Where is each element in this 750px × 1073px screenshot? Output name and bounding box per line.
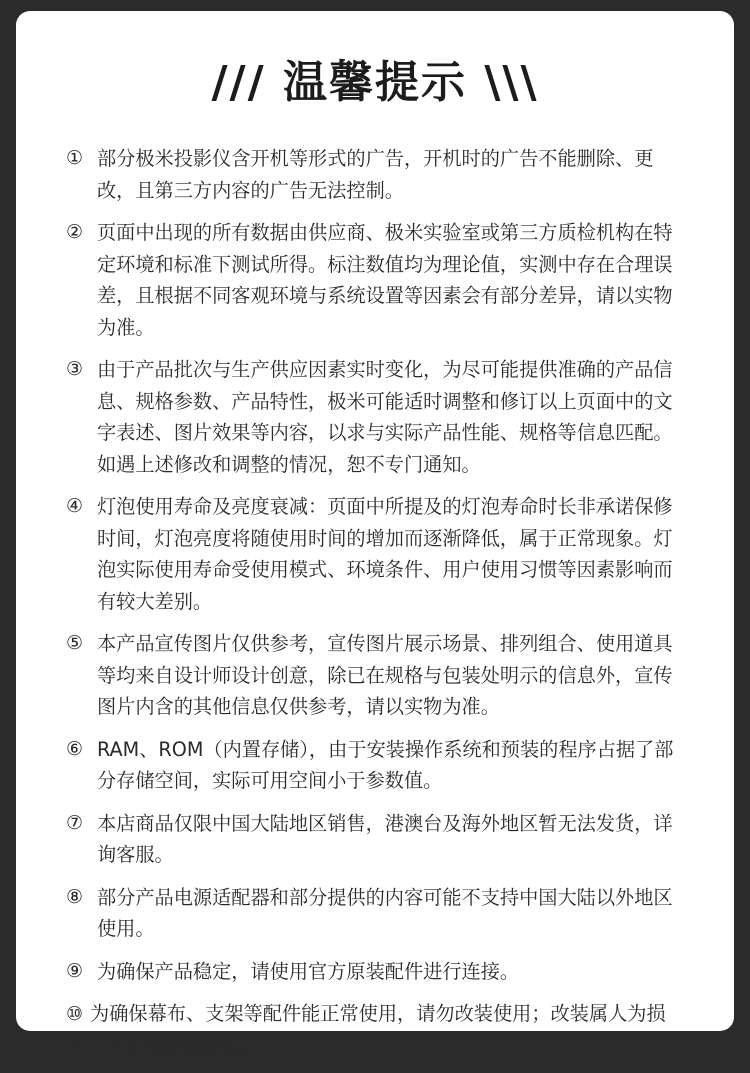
notice-number: ⑦	[66, 811, 84, 834]
notice-text: 部分产品电源适配器和部分提供的内容可能不支持中国大陆以外地区使用。	[97, 885, 673, 940]
notice-text: 本店商品仅限中国大陆地区销售，港澳台及海外地区暂无法发货，详询客服。	[97, 811, 673, 866]
notice-item	[66, 956, 676, 988]
notice-item	[66, 998, 676, 1062]
notice-text: 为确保幕布、支架等配件能正常使用，请勿改装使用；改装属人为损坏，不支持质保政策。	[66, 1002, 666, 1058]
notice-item	[66, 734, 676, 797]
notice-number: ⑩	[66, 1003, 84, 1025]
notice-number: ④	[66, 495, 84, 517]
notice-number: ⑥	[66, 737, 84, 760]
notice-text: 由于产品批次与生产供应因素实时变化，为尽可能提供准确的产品信息、规格参数、产品特性，极米可能适时调整和修订以上页面中的文字表述、图片效果等内容，以求与实际产品性能、规格等信息匹配。如遇上述修改和调整的情况，恕不专门通知。	[97, 358, 673, 476]
notice-text: 页面中出现的所有数据由供应商、极米实验室或第三方质检机构在特定环境和标准下测试所得。标注数值均为理论值，实测中存在合理误差，且根据不同客观环境与系统设置等因素会有部分差异，请以实物为准。	[97, 221, 673, 339]
notice-text: RAM、ROM（内置存储），由于安装操作系统和预装的程序占据了部分存储空间，实际可用空间小于参数值。	[97, 737, 674, 792]
notice-text: 灯泡使用寿命及亮度衰减：页面中所提及的灯泡寿命时长非承诺保修时间，灯泡亮度将随使用时间的增加而逐渐降低，属于正常现象。灯泡实际使用寿命受使用模式、环境条件、用户使用习惯等因素影响而有较大差别。	[97, 495, 673, 613]
notice-number: ②	[66, 221, 84, 243]
notice-text: 部分极米投影仪含开机等形式的广告，开机时的广告不能删除、更改，且第三方内容的广告无法控制。	[97, 147, 654, 202]
notice-item	[66, 808, 676, 871]
notice-item	[66, 143, 676, 206]
page-title: /// 温馨提示 \\\	[211, 57, 539, 108]
notice-text: 本产品宣传图片仅供参考，宣传图片展示场景、排列组合、使用道具等均来自设计师设计创意，除已在规格与包装处明示的信息外，宣传图片内含的其他信息仅供参考，请以实物为准。	[97, 632, 673, 718]
notice-text: 为确保产品稳定，请使用官方原装配件进行连接。	[97, 959, 520, 983]
notice-list	[66, 143, 676, 1073]
notice-item	[66, 491, 676, 617]
notice-item	[66, 354, 676, 480]
notice-item	[66, 882, 676, 945]
notice-item	[66, 628, 676, 723]
notice-number: ⑨	[66, 959, 84, 982]
notice-number: ③	[66, 358, 84, 380]
notice-number: ⑧	[66, 885, 84, 908]
notice-number: ⑤	[66, 632, 84, 654]
notice-number: ①	[66, 147, 84, 169]
notice-item	[66, 217, 676, 343]
